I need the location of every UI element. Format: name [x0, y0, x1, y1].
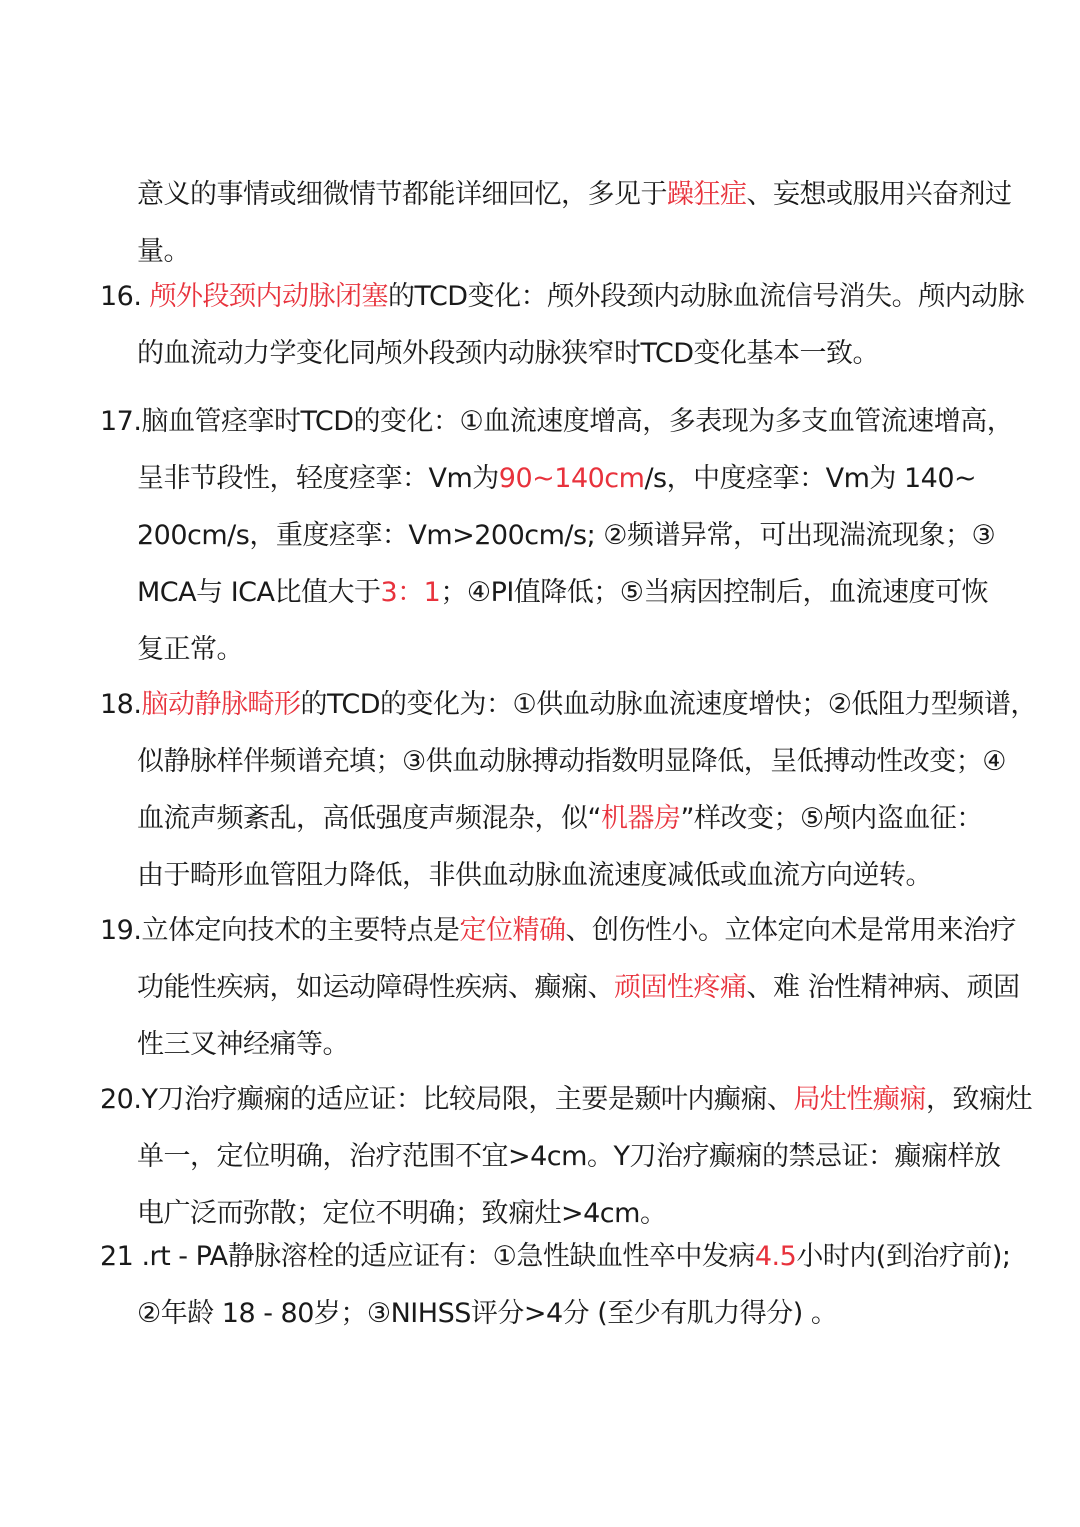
body-text: ；④PI值降低；⑤当病因控制后，血流速度可恢 — [440, 577, 989, 608]
body-text: 似静脉样伴频谱充填；③供血动脉搏动指数明显降低，呈低搏动性改变；④ — [137, 746, 1006, 777]
body-text: 21 .rt - PA静脉溶栓的适应证有：①急性缺血性卒中发病 — [100, 1241, 755, 1272]
item-16 — [100, 268, 1025, 382]
body-text: 量。 — [137, 236, 190, 267]
body-text: 意义的事情或细微情节都能详细回忆，多见于 — [137, 179, 667, 210]
text-line — [100, 1285, 990, 1342]
highlight-text: 机器房 — [601, 803, 681, 834]
body-text: ”样改变；⑤颅内盗血征： — [680, 803, 983, 834]
item-18 — [100, 676, 1037, 904]
body-text: 、妄想或服用兴奋剂过 — [746, 179, 1012, 210]
text-line — [100, 325, 990, 382]
body-text: /s，中度痉挛：Vm为 140~ — [644, 463, 977, 494]
body-text: 的TCD变化：颅外段颈内动脉血流信号消失。颅内动脉 — [388, 281, 1025, 312]
text-line — [100, 847, 990, 904]
body-text: 由于畸形血管阻力降低，非供血动脉血流速度减低或血流方向逆转。 — [137, 860, 932, 891]
highlight-text: 颅外段颈内动脉闭塞 — [149, 281, 389, 312]
body-text: 、难 治性精神病、顽固 — [746, 972, 1020, 1003]
body-text: 单一，定位明确，治疗范围不宜>4cm。Y刀治疗癫痫的禁忌证：癫痫样放 — [137, 1141, 1001, 1172]
body-text: 18. — [100, 689, 142, 720]
highlight-text: 4.5 — [754, 1241, 797, 1272]
body-text: 血流声频紊乱，高低强度声频混杂，似“ — [137, 803, 601, 834]
body-text: ，致痫灶 — [925, 1084, 1032, 1115]
body-text: 功能性疾病，如运动障碍性疾病、癫痫、 — [137, 972, 614, 1003]
text-line — [100, 268, 1025, 325]
text-line — [100, 1128, 1001, 1185]
body-text: ②年龄 18 - 80岁；③NIHSS评分>4分 (至少有肌力得分) 。 — [137, 1298, 838, 1329]
item-15-cont — [137, 166, 1012, 280]
item-21 — [100, 1228, 1011, 1342]
text-line — [100, 959, 1020, 1016]
text-line — [100, 564, 990, 621]
item-20 — [100, 1071, 1032, 1242]
text-line — [100, 393, 1014, 450]
body-text: 20.Y刀治疗癫痫的适应证：比较局限，主要是颞叶内癫痫、 — [100, 1084, 794, 1115]
highlight-text: 躁狂症 — [667, 179, 747, 210]
body-text: 17.脑血管痉挛时TCD的变化：①血流速度增高，多表现为多支血管流速增高， — [100, 406, 1014, 437]
text-line — [100, 733, 1006, 790]
body-text: 19.立体定向技术的主要特点是 — [100, 915, 460, 946]
text-line — [100, 1228, 1011, 1285]
highlight-text: 顽固性疼痛 — [614, 972, 747, 1003]
text-line — [100, 676, 1037, 733]
text-line — [100, 902, 1016, 959]
body-text: 的血流动力学变化同颅外段颈内动脉狭窄时TCD变化基本一致。 — [137, 338, 880, 369]
body-text: 的TCD的变化为：①供血动脉血流速度增快；②低阻力型频谱， — [300, 689, 1037, 720]
text-line — [100, 507, 996, 564]
text-line — [100, 1071, 1032, 1128]
highlight-text: 局灶性癫痫 — [793, 1084, 926, 1115]
item-17 — [100, 393, 1014, 678]
text-line — [100, 621, 990, 678]
body-text: MCA与 ICA比值大于 — [137, 577, 381, 608]
body-text: 电广泛而弥散；定位不明确；致痫灶>4cm。 — [137, 1198, 667, 1229]
body-text: 小时内(到治疗前); — [796, 1241, 1011, 1272]
body-text: 200cm/s，重度痉挛：Vm>200cm/s; ②频谱异常，可出现湍流现象；③ — [137, 520, 996, 551]
highlight-text: 90~140cm — [498, 463, 645, 494]
body-text: 性三叉神经痛等。 — [137, 1029, 349, 1060]
text-line — [137, 166, 1012, 223]
body-text: 呈非节段性，轻度痉挛：Vm为 — [137, 463, 499, 494]
body-text: 、创伤性小。立体定向术是常用来治疗 — [565, 915, 1016, 946]
highlight-text: 脑动静脉畸形 — [141, 689, 301, 720]
highlight-text: 3：1 — [380, 577, 441, 608]
text-line — [100, 450, 990, 507]
text-line — [100, 1016, 990, 1073]
text-line — [100, 790, 990, 847]
body-text: 复正常。 — [137, 634, 243, 665]
body-text: 16. — [100, 281, 150, 312]
item-19 — [100, 902, 1020, 1073]
highlight-text: 定位精确 — [459, 915, 566, 946]
